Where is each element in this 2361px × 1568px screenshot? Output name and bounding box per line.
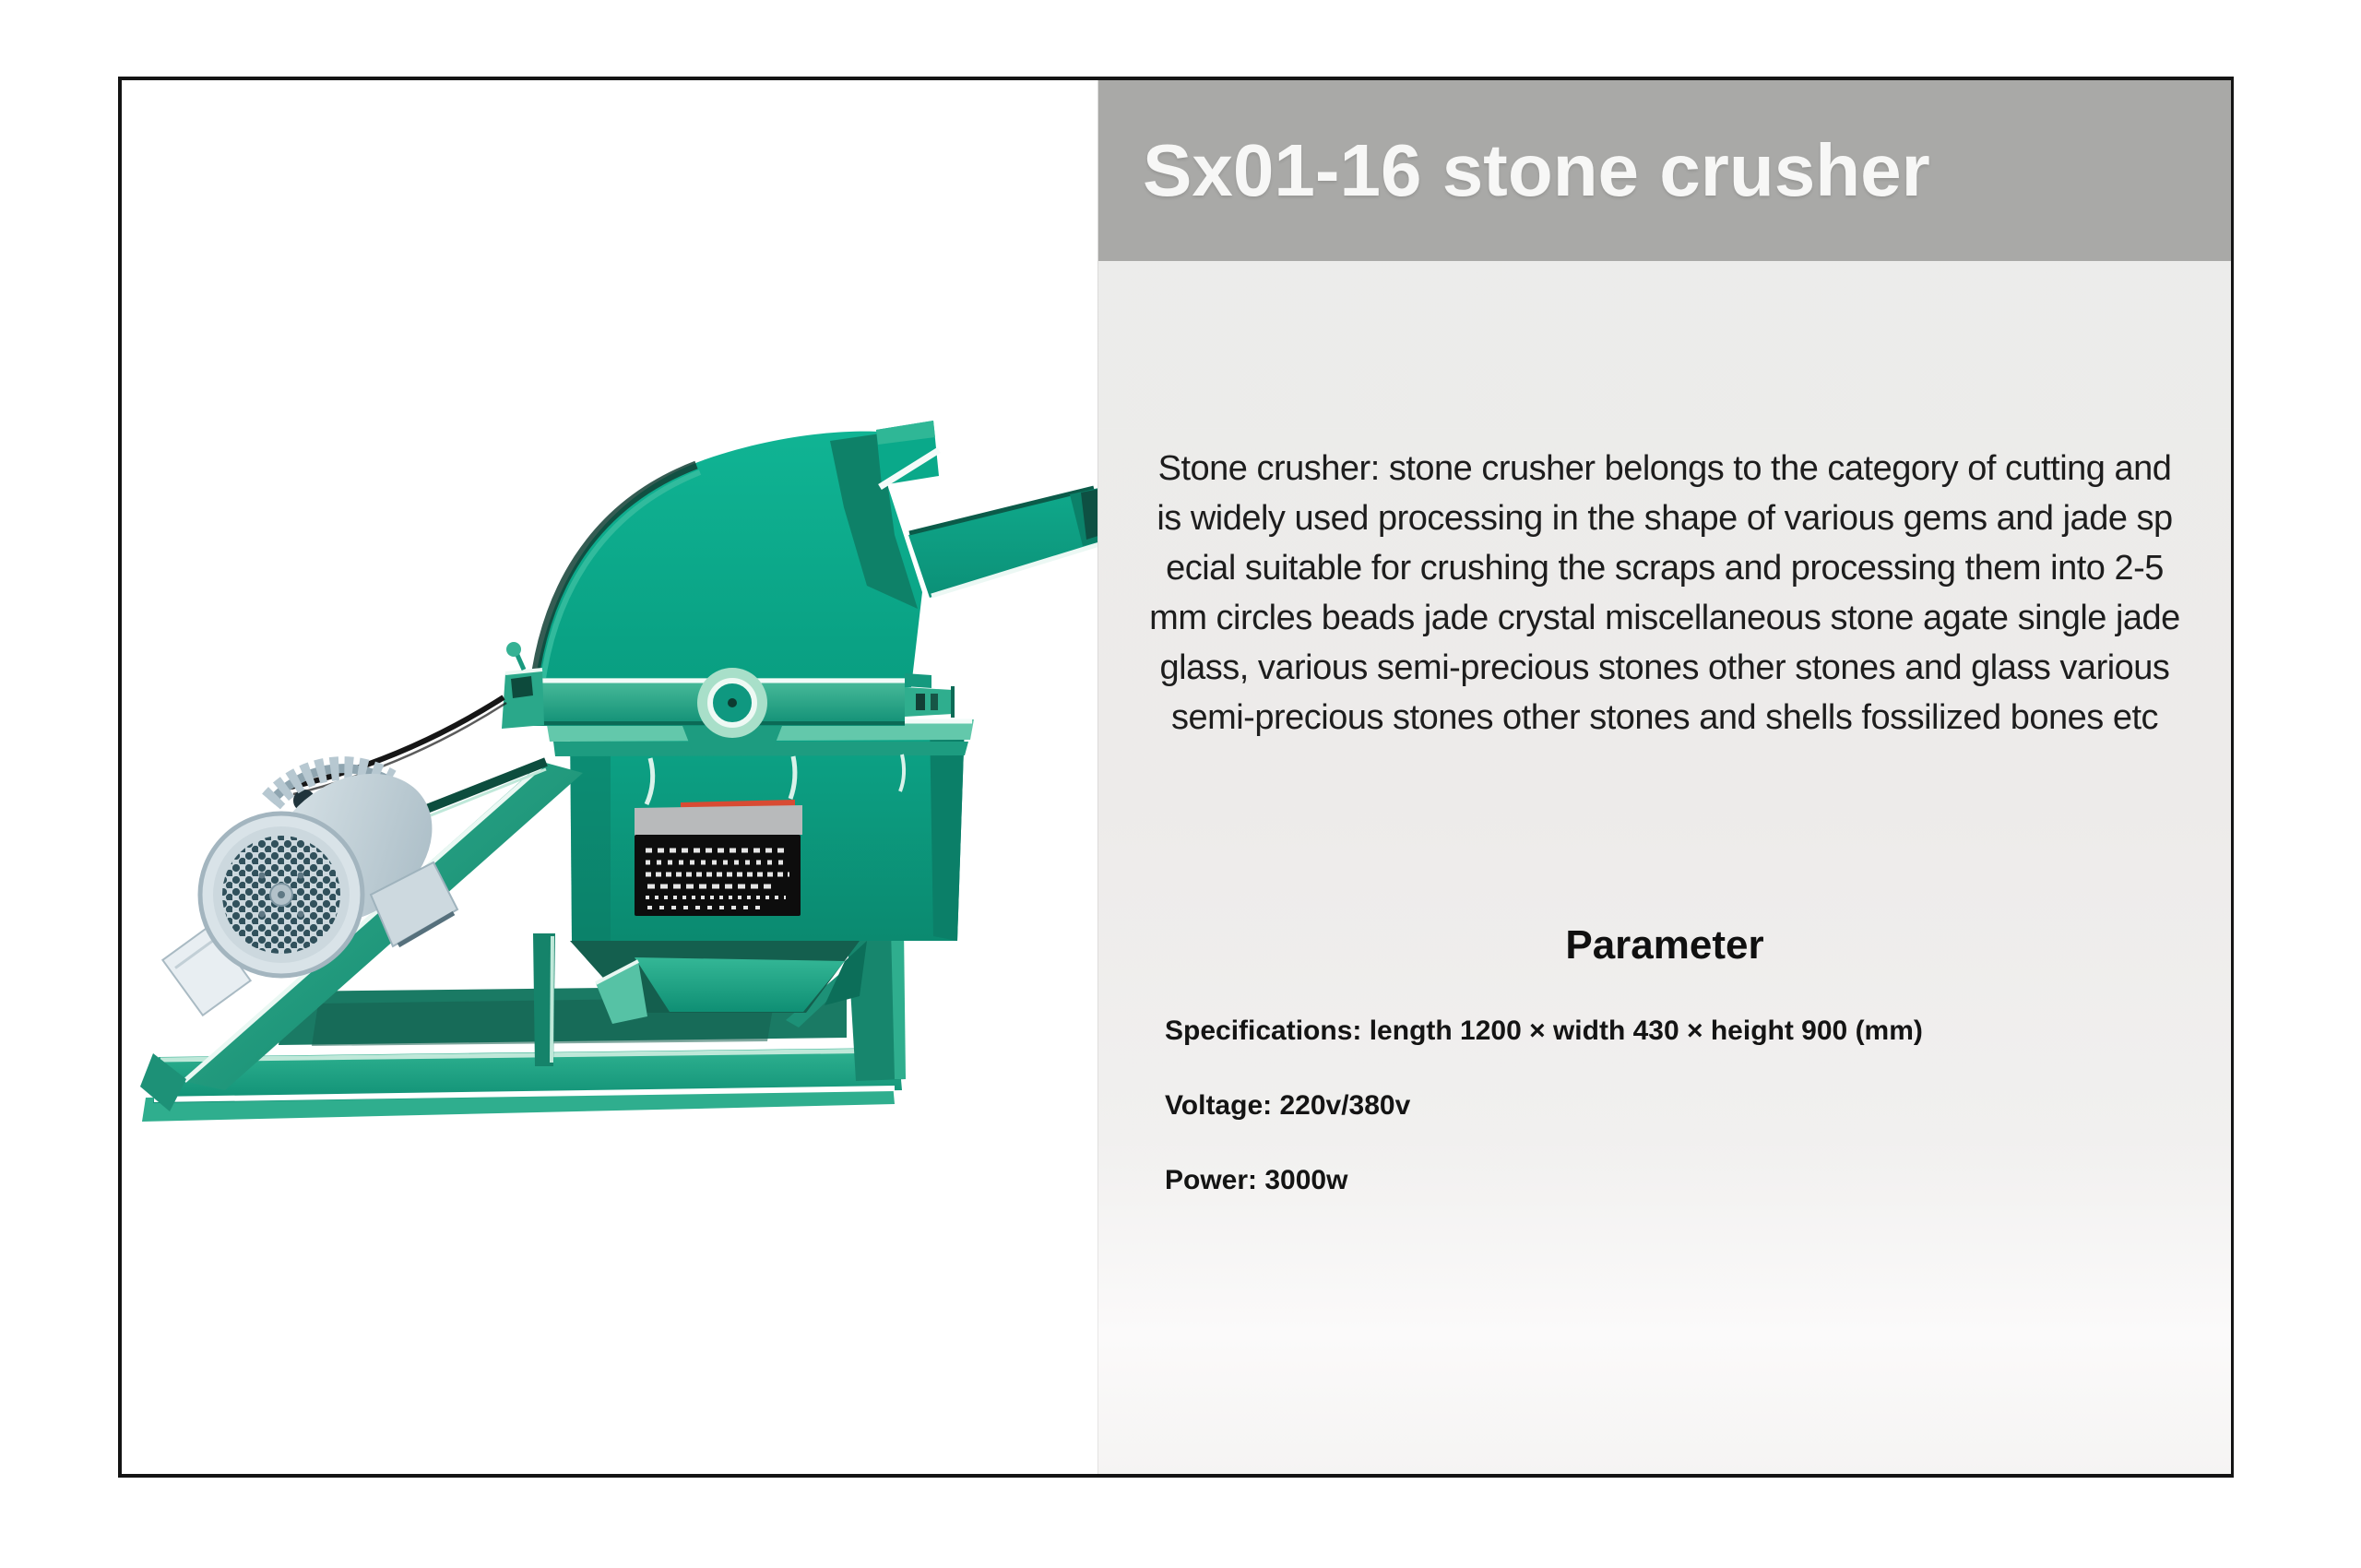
description-line: glass, various semi-precious stones other stones and glass various [1159, 648, 2170, 687]
description-line: ecial suitable for crushing the scraps and processing them into 2-5 [1166, 549, 2164, 588]
description-line: is widely used processing in the shape of various gems and jade sp [1157, 499, 2173, 538]
panel-header [1098, 80, 2231, 261]
product-description [1098, 444, 2231, 742]
frame-center-leg [533, 933, 555, 1066]
spec-power: Power: 3000w [1165, 1165, 1348, 1195]
spec-specifications: Specifications: length 1200 × width 430 × height 900 (mm) [1165, 1016, 1923, 1046]
stone-crusher-illustration [129, 397, 1144, 1162]
description-line: mm circles beads jade crystal miscellaneous stone agate single jade [1149, 599, 2180, 637]
name-plate [635, 800, 802, 916]
product-image [129, 397, 1144, 1162]
motor-fan-grille [200, 814, 362, 976]
description-line: Stone crusher: stone crusher belongs to the category of cutting and [1157, 449, 2172, 488]
page-title: Sx01-16 stone crusher [1143, 129, 1930, 211]
info-panel [1097, 80, 2231, 1474]
product-card [118, 77, 2234, 1478]
adjust-rod [905, 687, 953, 717]
description-line: semi-precious stones other stones and shells fossilized bones etc [1170, 698, 2159, 737]
parameter-heading: Parameter [1565, 922, 1764, 968]
spec-voltage: Voltage: 220v/380v [1165, 1090, 1411, 1121]
